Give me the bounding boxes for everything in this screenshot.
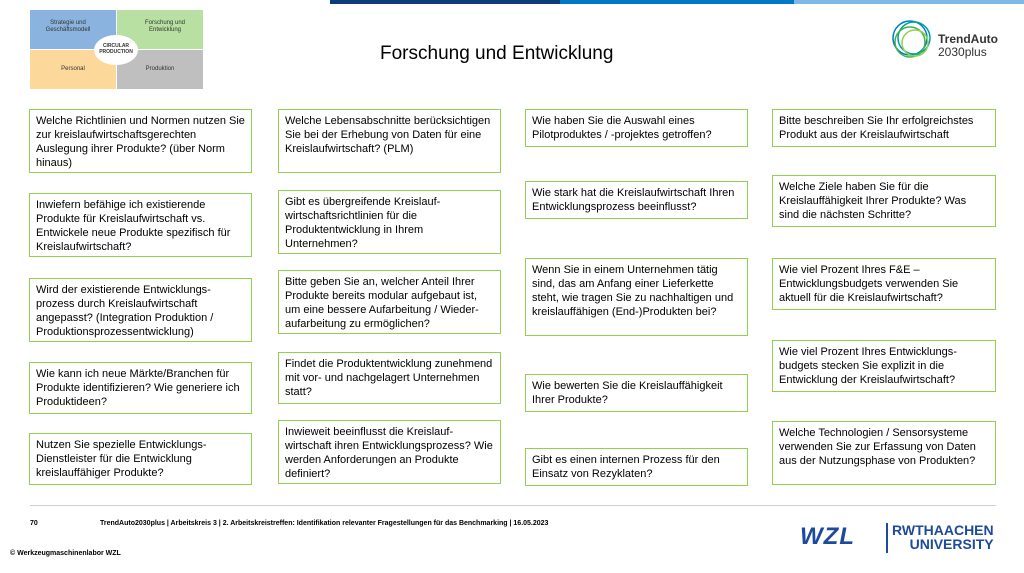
question-card: Wie stark hat die Kreislaufwirtschaft Ihren Entwicklungsprozess beeinflusst? (525, 181, 748, 219)
circular-production-diagram (30, 10, 203, 88)
question-card: Gibt es übergreifende Kreislauf-wirtschaftsrichtlinien für die Produktentwicklung in Ihrem Unternehmen? (278, 190, 501, 254)
question-card: Inwieweit beeinflusst die Kreislauf-wirtschaft ihren Entwicklungsprozess? Wie werden Anforderungen an Produkte definiert? (278, 420, 501, 484)
question-card: Nutzen Sie spezielle Entwicklungs-Dienstleister für die Entwicklung kreislauffähiger Produkte? (29, 433, 252, 485)
copyright-text: © Werkzeugmaschinenlabor WZL (10, 550, 121, 557)
quadrant-personnel: Personal (30, 50, 116, 89)
page-number: 70 (30, 520, 38, 527)
wzl-logo-text: WZL (800, 523, 855, 550)
wzl-logo (800, 523, 880, 553)
question-card: Welche Lebensabschnitte berücksichtigen Sie bei der Erhebung von Daten für eine Kreislaufwirtschaft? (PLM) (278, 109, 501, 173)
quadrant-research: Forschung und Entwicklung (117, 10, 203, 49)
question-card: Findet die Produktentwicklung zunehmend mit vor- und nachgelagert Unternehmen statt? (278, 352, 501, 404)
logo-text-line1: TrendAuto (938, 32, 998, 46)
diagram-center-line1: CIRCULAR (102, 43, 130, 49)
trendauto-rings-icon (890, 18, 936, 64)
logo-separator (886, 523, 888, 553)
question-card: Wie bewerten Sie die Kreislauffähigkeit Ihrer Produkte? (525, 374, 748, 412)
question-card: Wie kann ich neue Märkte/Branchen für Produkte identifizieren? Wie generiere ich Produktideen? (29, 362, 252, 414)
question-card: Welche Ziele haben Sie für die Kreislauffähigkeit Ihrer Produkte? Was sind die nächsten Schritte? (772, 175, 996, 227)
question-card: Wenn Sie in einem Unternehmen tätig sind, das am Anfang einer Lieferkette steht, wie tragen Sie zu nachhaltigen und kreislauffähigen (End-)Produkten bei? (525, 258, 748, 336)
trendauto-logo (890, 18, 1000, 70)
footer-divider (30, 505, 996, 506)
question-card: Welche Richtlinien und Normen nutzen Sie zur kreislaufwirtschaftsgerechten Auslegung ihrer Produkte? (über Norm hinaus) (29, 109, 252, 173)
rwth-logo-line1: RWTHAACHEN (892, 522, 994, 538)
rwth-logo-line2: UNIVERSITY (909, 536, 994, 552)
question-card: Wie haben Sie die Auswahl eines Pilotproduktes / -projektes getroffen? (525, 109, 748, 147)
diagram-center-circle (94, 35, 138, 65)
page-title: Forschung und Entwicklung (380, 43, 614, 64)
top-bar-segment-mid (560, 0, 794, 4)
diagram-center-line2: PRODUCTION (99, 49, 133, 55)
question-card: Bitte geben Sie an, welcher Anteil Ihrer Produkte bereits modular aufgebaut ist, um eine bessere Aufarbeitung / Wieder-aufarbeitung zu ermöglichen? (278, 270, 501, 334)
question-card: Wird der existierende Entwicklungs-prozess durch Kreislaufwirtschaft angepasst? (Integration Produktion / Produktionsprozessentwicklung) (29, 278, 252, 342)
quadrant-production: Produktion (117, 50, 203, 89)
top-bar-segment-light (794, 0, 1024, 4)
top-bar-segment-dark (330, 0, 560, 4)
question-card: Inwiefern befähige ich existierende Produkte für Kreislaufwirtschaft vs. Entwickele neue Produkte spezifisch für Kreislaufwirtschaft? (29, 193, 252, 257)
question-card: Bitte beschreiben Sie Ihr erfolgreichstes Produkt aus der Kreislaufwirtschaft (772, 109, 996, 147)
footer-text: TrendAuto2030plus | Arbeitskreis 3 | 2. Arbeitskreistreffen: Identifikation relevanter Fragestellungen für das Benchmarking | 16.05.2023 (100, 520, 549, 527)
logo-text-line2: 2030plus (938, 45, 987, 59)
question-card: Gibt es einen internen Prozess für den Einsatz von Rezyklaten? (525, 448, 748, 486)
question-card: Wie viel Prozent Ihres F&E – Entwicklungsbudgets verwenden Sie aktuell für die Kreislaufwirtschaft? (772, 258, 996, 310)
quadrant-strategy: Strategie und Geschäftsmodell (30, 10, 116, 49)
question-card: Welche Technologien / Sensorsysteme verwenden Sie zur Erfassung von Daten aus der Nutzungsphase von Produkten? (772, 421, 996, 485)
top-color-bar (330, 0, 1024, 4)
question-card: Wie viel Prozent Ihres Entwicklungs-budgets stecken Sie explizit in die Entwicklung der Kreislaufwirtschaft? (772, 340, 996, 392)
rwth-logo (892, 523, 994, 551)
